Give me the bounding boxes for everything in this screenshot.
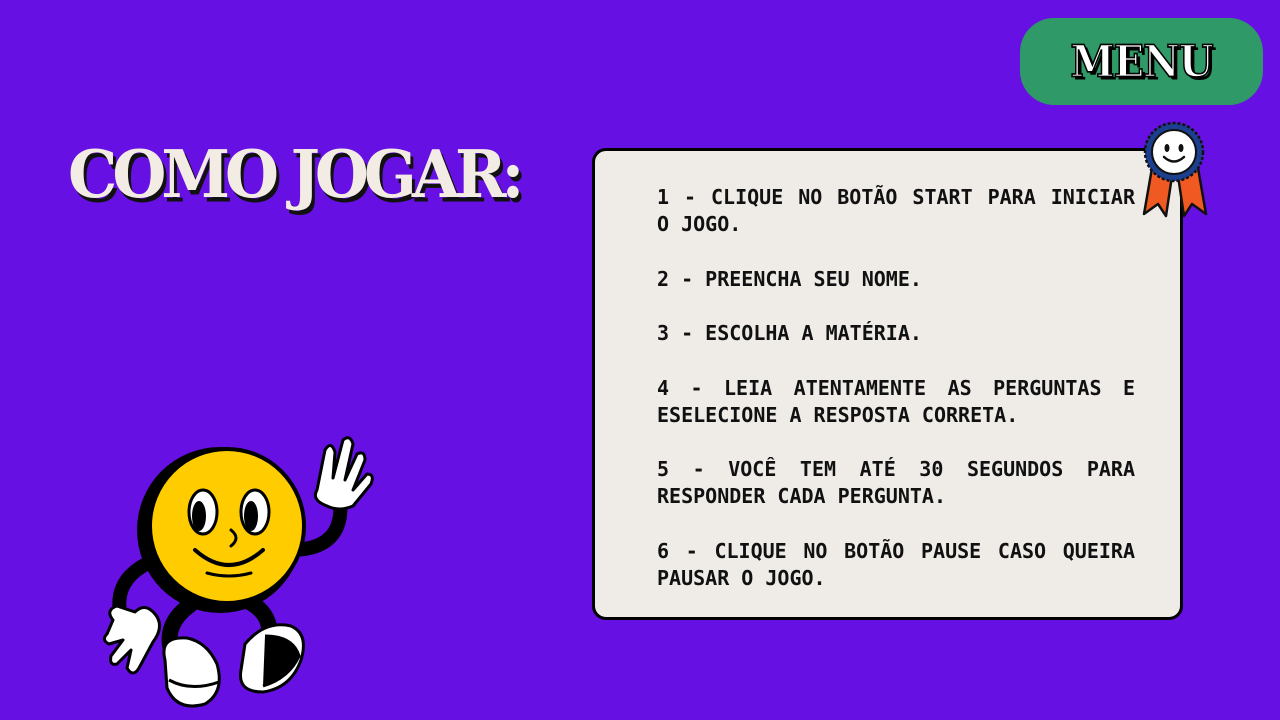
instruction-item: 2 - PREENCHA SEU NOME. (657, 266, 922, 291)
instruction-item: 4 - LEIA ATENTAMENTE AS PERGUNTAS E ESELECIONE A RESPOSTA CORRETA. (657, 375, 1135, 427)
menu-button[interactable] (1020, 18, 1263, 105)
instruction-item: 3 - ESCOLHA A MATÉRIA. (657, 321, 922, 345)
instructions-list (657, 184, 1135, 592)
menu-button-label: MENU (1070, 35, 1213, 88)
smiley-ribbon-badge-icon (1140, 120, 1210, 220)
instructions-panel (592, 148, 1183, 620)
page-title: COMO JOGAR: (68, 136, 520, 213)
instruction-item: 1 - CLIQUE NO BOTÃO START PARA INICIAR O JOGO. (657, 185, 1135, 236)
instruction-item: 5 - VOCÊ TEM ATÉ 30 SEGUNDOS PARA RESPONDER CADA PERGUNTA. (657, 457, 1135, 508)
waving-smiley-mascot-icon (95, 430, 385, 720)
instruction-item: 6 - CLIQUE NO BOTÃO PAUSE CASO QUEIRA PAUSAR O JOGO. (657, 538, 1135, 590)
